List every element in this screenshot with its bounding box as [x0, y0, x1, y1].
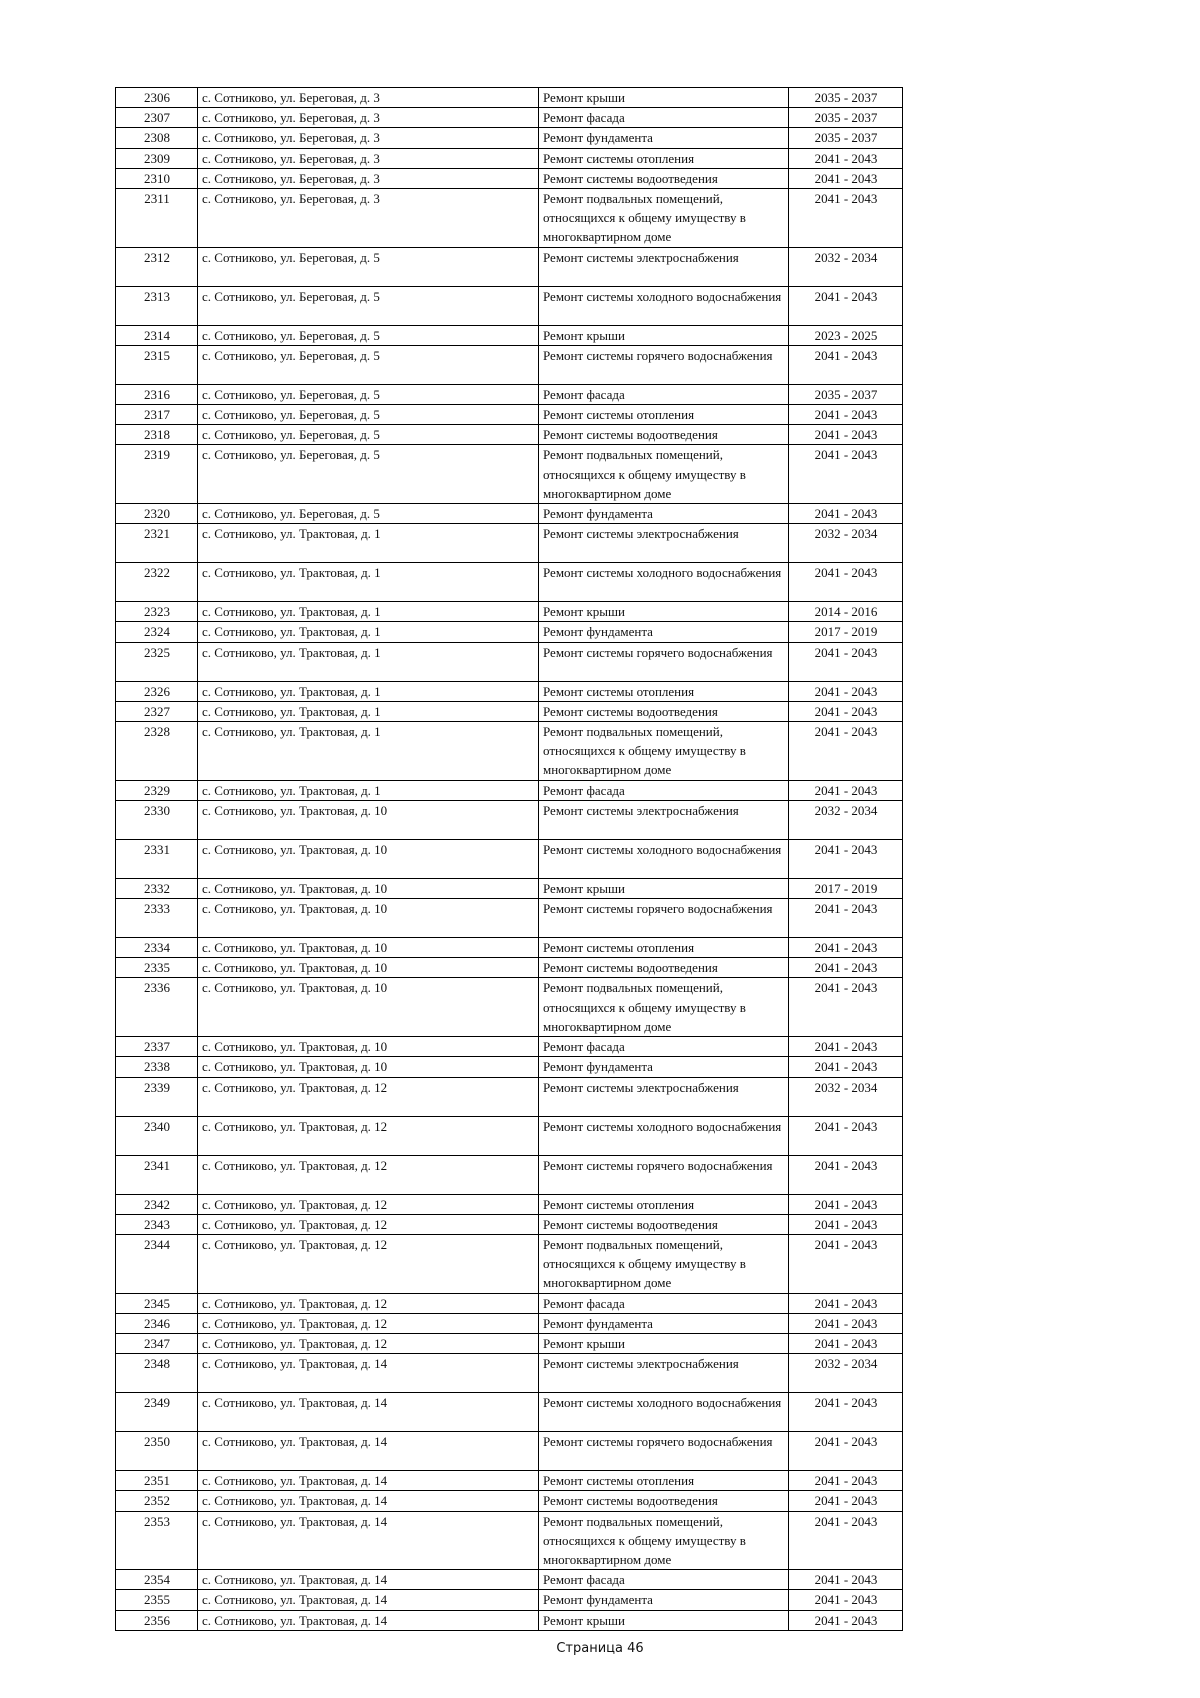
row-number-cell: 2342: [116, 1194, 198, 1214]
work-type-cell: Ремонт фундамента: [539, 1590, 789, 1610]
address-cell: с. Сотниково, ул. Береговая, д. 5: [198, 247, 539, 286]
address-cell: с. Сотниково, ул. Трактовая, д. 14: [198, 1432, 539, 1471]
row-number-cell: 2327: [116, 701, 198, 721]
work-type-cell: Ремонт подвальных помещений, относящихся к общему имуществу в многоквартирном доме: [539, 189, 789, 248]
address-cell: с. Сотниково, ул. Трактовая, д. 14: [198, 1590, 539, 1610]
period-cell: 2041 - 2043: [789, 1491, 903, 1511]
row-number-cell: 2307: [116, 108, 198, 128]
table-row: [116, 504, 903, 524]
period-cell: 2041 - 2043: [789, 1471, 903, 1491]
work-type-cell: Ремонт системы горячего водоснабжения: [539, 1155, 789, 1194]
period-cell: 2041 - 2043: [789, 642, 903, 681]
address-cell: с. Сотниково, ул. Трактовая, д. 10: [198, 938, 539, 958]
period-cell: 2041 - 2043: [789, 1293, 903, 1313]
table-row: [116, 1511, 903, 1570]
period-cell: 2017 - 2019: [789, 878, 903, 898]
work-type-cell: Ремонт системы горячего водоснабжения: [539, 642, 789, 681]
work-type-cell: Ремонт фасада: [539, 780, 789, 800]
row-number-cell: 2341: [116, 1155, 198, 1194]
table-row: [116, 189, 903, 248]
table-row: [116, 958, 903, 978]
address-cell: с. Сотниково, ул. Береговая, д. 5: [198, 504, 539, 524]
row-number-cell: 2319: [116, 445, 198, 504]
address-cell: с. Сотниково, ул. Береговая, д. 5: [198, 325, 539, 345]
period-cell: 2041 - 2043: [789, 681, 903, 701]
row-number-cell: 2318: [116, 425, 198, 445]
address-cell: с. Сотниково, ул. Береговая, д. 5: [198, 286, 539, 325]
row-number-cell: 2337: [116, 1037, 198, 1057]
page-number: Страница 46: [556, 1641, 644, 1656]
work-type-cell: Ремонт фундамента: [539, 1057, 789, 1077]
row-number-cell: 2350: [116, 1432, 198, 1471]
address-cell: с. Сотниково, ул. Трактовая, д. 12: [198, 1155, 539, 1194]
table-row: [116, 622, 903, 642]
work-type-cell: Ремонт системы водоотведения: [539, 168, 789, 188]
address-cell: с. Сотниково, ул. Береговая, д. 5: [198, 425, 539, 445]
table-row: [116, 1057, 903, 1077]
address-cell: с. Сотниково, ул. Береговая, д. 3: [198, 148, 539, 168]
period-cell: 2032 - 2034: [789, 247, 903, 286]
row-number-cell: 2326: [116, 681, 198, 701]
table-row: [116, 405, 903, 425]
work-type-cell: Ремонт системы водоотведения: [539, 1491, 789, 1511]
period-cell: 2032 - 2034: [789, 1077, 903, 1116]
work-type-cell: Ремонт крыши: [539, 1333, 789, 1353]
period-cell: 2041 - 2043: [789, 168, 903, 188]
row-number-cell: 2331: [116, 839, 198, 878]
period-cell: 2041 - 2043: [789, 189, 903, 248]
work-type-cell: Ремонт подвальных помещений, относящихся к общему имуществу в многоквартирном доме: [539, 978, 789, 1037]
period-cell: 2032 - 2034: [789, 524, 903, 563]
address-cell: с. Сотниково, ул. Береговая, д. 3: [198, 168, 539, 188]
period-cell: 2032 - 2034: [789, 800, 903, 839]
period-cell: 2041 - 2043: [789, 1570, 903, 1590]
address-cell: с. Сотниково, ул. Трактовая, д. 10: [198, 958, 539, 978]
address-cell: с. Сотниково, ул. Трактовая, д. 14: [198, 1491, 539, 1511]
address-cell: с. Сотниково, ул. Береговая, д. 3: [198, 108, 539, 128]
address-cell: с. Сотниково, ул. Трактовая, д. 1: [198, 681, 539, 701]
row-number-cell: 2347: [116, 1333, 198, 1353]
period-cell: 2041 - 2043: [789, 701, 903, 721]
work-type-cell: Ремонт системы отопления: [539, 148, 789, 168]
table-row: [116, 780, 903, 800]
period-cell: 2041 - 2043: [789, 1313, 903, 1333]
row-number-cell: 2328: [116, 722, 198, 781]
row-number-cell: 2343: [116, 1214, 198, 1234]
period-cell: 2041 - 2043: [789, 722, 903, 781]
period-cell: 2041 - 2043: [789, 1333, 903, 1353]
row-number-cell: 2340: [116, 1116, 198, 1155]
address-cell: с. Сотниково, ул. Трактовая, д. 1: [198, 722, 539, 781]
table-body: [116, 88, 903, 1631]
period-cell: 2041 - 2043: [789, 148, 903, 168]
work-type-cell: Ремонт подвальных помещений, относящихся к общему имуществу в многоквартирном доме: [539, 445, 789, 504]
work-type-cell: Ремонт фасада: [539, 1037, 789, 1057]
work-type-cell: Ремонт системы водоотведения: [539, 958, 789, 978]
row-number-cell: 2311: [116, 189, 198, 248]
row-number-cell: 2321: [116, 524, 198, 563]
work-type-cell: Ремонт системы холодного водоснабжения: [539, 839, 789, 878]
address-cell: с. Сотниково, ул. Береговая, д. 3: [198, 128, 539, 148]
address-cell: с. Сотниково, ул. Трактовая, д. 10: [198, 800, 539, 839]
address-cell: с. Сотниково, ул. Трактовая, д. 1: [198, 701, 539, 721]
period-cell: 2041 - 2043: [789, 839, 903, 878]
work-type-cell: Ремонт системы электроснабжения: [539, 1354, 789, 1393]
work-type-cell: Ремонт фундамента: [539, 1313, 789, 1333]
row-number-cell: 2348: [116, 1354, 198, 1393]
period-cell: 2035 - 2037: [789, 128, 903, 148]
period-cell: 2041 - 2043: [789, 1155, 903, 1194]
table-row: [116, 128, 903, 148]
table-row: [116, 247, 903, 286]
work-type-cell: Ремонт фасада: [539, 1570, 789, 1590]
row-number-cell: 2338: [116, 1057, 198, 1077]
work-type-cell: Ремонт системы водоотведения: [539, 1214, 789, 1234]
period-cell: 2041 - 2043: [789, 938, 903, 958]
table-row: [116, 345, 903, 384]
row-number-cell: 2345: [116, 1293, 198, 1313]
table-row: [116, 1333, 903, 1353]
table-row: [116, 148, 903, 168]
work-type-cell: Ремонт фасада: [539, 108, 789, 128]
row-number-cell: 2352: [116, 1491, 198, 1511]
table-row: [116, 1432, 903, 1471]
row-number-cell: 2334: [116, 938, 198, 958]
work-type-cell: Ремонт системы холодного водоснабжения: [539, 563, 789, 602]
address-cell: с. Сотниково, ул. Трактовая, д. 12: [198, 1293, 539, 1313]
address-cell: с. Сотниково, ул. Береговая, д. 5: [198, 405, 539, 425]
table-row: [116, 1116, 903, 1155]
table-row: [116, 899, 903, 938]
period-cell: 2041 - 2043: [789, 978, 903, 1037]
row-number-cell: 2346: [116, 1313, 198, 1333]
row-number-cell: 2351: [116, 1471, 198, 1491]
work-type-cell: Ремонт фасада: [539, 384, 789, 404]
table-row: [116, 722, 903, 781]
table-row: [116, 978, 903, 1037]
row-number-cell: 2332: [116, 878, 198, 898]
work-type-cell: Ремонт системы электроснабжения: [539, 1077, 789, 1116]
work-type-cell: Ремонт системы отопления: [539, 405, 789, 425]
row-number-cell: 2324: [116, 622, 198, 642]
address-cell: с. Сотниково, ул. Береговая, д. 5: [198, 445, 539, 504]
table-row: [116, 1471, 903, 1491]
work-type-cell: Ремонт системы холодного водоснабжения: [539, 1393, 789, 1432]
period-cell: 2014 - 2016: [789, 602, 903, 622]
work-type-cell: Ремонт крыши: [539, 878, 789, 898]
address-cell: с. Сотниково, ул. Трактовая, д. 14: [198, 1471, 539, 1491]
row-number-cell: 2349: [116, 1393, 198, 1432]
table-row: [116, 1214, 903, 1234]
address-cell: с. Сотниково, ул. Трактовая, д. 10: [198, 1037, 539, 1057]
work-type-cell: Ремонт крыши: [539, 325, 789, 345]
period-cell: 2032 - 2034: [789, 1354, 903, 1393]
address-cell: с. Сотниково, ул. Трактовая, д. 1: [198, 622, 539, 642]
work-type-cell: Ремонт системы электроснабжения: [539, 800, 789, 839]
table-row: [116, 602, 903, 622]
period-cell: 2041 - 2043: [789, 345, 903, 384]
address-cell: с. Сотниково, ул. Трактовая, д. 1: [198, 524, 539, 563]
period-cell: 2041 - 2043: [789, 1194, 903, 1214]
address-cell: с. Сотниково, ул. Трактовая, д. 14: [198, 1511, 539, 1570]
row-number-cell: 2344: [116, 1234, 198, 1293]
work-type-cell: Ремонт фундамента: [539, 128, 789, 148]
row-number-cell: 2329: [116, 780, 198, 800]
address-cell: с. Сотниково, ул. Трактовая, д. 10: [198, 1057, 539, 1077]
row-number-cell: 2353: [116, 1511, 198, 1570]
row-number-cell: 2309: [116, 148, 198, 168]
table-row: [116, 108, 903, 128]
address-cell: с. Сотниково, ул. Трактовая, д. 12: [198, 1077, 539, 1116]
period-cell: 2041 - 2043: [789, 1234, 903, 1293]
address-cell: с. Сотниково, ул. Трактовая, д. 14: [198, 1393, 539, 1432]
table-row: [116, 800, 903, 839]
table-row: [116, 681, 903, 701]
table-row: [116, 1234, 903, 1293]
work-type-cell: Ремонт фундамента: [539, 622, 789, 642]
period-cell: 2041 - 2043: [789, 1214, 903, 1234]
repair-schedule-table: [115, 87, 903, 1631]
row-number-cell: 2325: [116, 642, 198, 681]
table-row: [116, 168, 903, 188]
address-cell: с. Сотниково, ул. Береговая, д. 3: [198, 88, 539, 108]
table-row: [116, 1037, 903, 1057]
period-cell: 2041 - 2043: [789, 1610, 903, 1630]
period-cell: 2041 - 2043: [789, 899, 903, 938]
table-row: [116, 286, 903, 325]
table-row: [116, 839, 903, 878]
row-number-cell: 2320: [116, 504, 198, 524]
address-cell: с. Сотниково, ул. Трактовая, д. 14: [198, 1570, 539, 1590]
table-row: [116, 878, 903, 898]
table-row: [116, 384, 903, 404]
work-type-cell: Ремонт системы отопления: [539, 1471, 789, 1491]
row-number-cell: 2323: [116, 602, 198, 622]
work-type-cell: Ремонт системы холодного водоснабжения: [539, 286, 789, 325]
period-cell: 2023 - 2025: [789, 325, 903, 345]
work-type-cell: Ремонт крыши: [539, 1610, 789, 1630]
period-cell: 2041 - 2043: [789, 445, 903, 504]
row-number-cell: 2313: [116, 286, 198, 325]
table-row: [116, 1313, 903, 1333]
address-cell: с. Сотниково, ул. Трактовая, д. 12: [198, 1116, 539, 1155]
period-cell: 2041 - 2043: [789, 405, 903, 425]
row-number-cell: 2314: [116, 325, 198, 345]
address-cell: с. Сотниково, ул. Береговая, д. 5: [198, 384, 539, 404]
row-number-cell: 2306: [116, 88, 198, 108]
row-number-cell: 2335: [116, 958, 198, 978]
table-row: [116, 1194, 903, 1214]
table-row: [116, 938, 903, 958]
address-cell: с. Сотниково, ул. Трактовая, д. 14: [198, 1354, 539, 1393]
work-type-cell: Ремонт подвальных помещений, относящихся к общему имуществу в многоквартирном доме: [539, 1511, 789, 1570]
address-cell: с. Сотниково, ул. Трактовая, д. 12: [198, 1194, 539, 1214]
table-row: [116, 1393, 903, 1432]
row-number-cell: 2316: [116, 384, 198, 404]
work-type-cell: Ремонт подвальных помещений, относящихся к общему имуществу в многоквартирном доме: [539, 722, 789, 781]
period-cell: 2035 - 2037: [789, 384, 903, 404]
period-cell: 2041 - 2043: [789, 1511, 903, 1570]
table-row: [116, 1354, 903, 1393]
table-row: [116, 1155, 903, 1194]
table-row: [116, 642, 903, 681]
period-cell: 2041 - 2043: [789, 958, 903, 978]
table-row: [116, 1610, 903, 1630]
row-number-cell: 2317: [116, 405, 198, 425]
work-type-cell: Ремонт системы отопления: [539, 681, 789, 701]
work-type-cell: Ремонт системы горячего водоснабжения: [539, 345, 789, 384]
row-number-cell: 2339: [116, 1077, 198, 1116]
work-type-cell: Ремонт системы горячего водоснабжения: [539, 1432, 789, 1471]
address-cell: с. Сотниково, ул. Трактовая, д. 12: [198, 1234, 539, 1293]
work-type-cell: Ремонт фасада: [539, 1293, 789, 1313]
work-type-cell: Ремонт подвальных помещений, относящихся к общему имуществу в многоквартирном доме: [539, 1234, 789, 1293]
address-cell: с. Сотниково, ул. Трактовая, д. 12: [198, 1214, 539, 1234]
row-number-cell: 2356: [116, 1610, 198, 1630]
address-cell: с. Сотниково, ул. Трактовая, д. 12: [198, 1313, 539, 1333]
address-cell: с. Сотниково, ул. Трактовая, д. 12: [198, 1333, 539, 1353]
period-cell: 2041 - 2043: [789, 780, 903, 800]
row-number-cell: 2312: [116, 247, 198, 286]
period-cell: 2041 - 2043: [789, 425, 903, 445]
table-row: [116, 563, 903, 602]
address-cell: с. Сотниково, ул. Трактовая, д. 1: [198, 780, 539, 800]
period-cell: 2041 - 2043: [789, 1590, 903, 1610]
period-cell: 2041 - 2043: [789, 1432, 903, 1471]
table-row: [116, 1293, 903, 1313]
table-row: [116, 445, 903, 504]
address-cell: с. Сотниково, ул. Береговая, д. 3: [198, 189, 539, 248]
address-cell: с. Сотниково, ул. Трактовая, д. 1: [198, 642, 539, 681]
table-row: [116, 1077, 903, 1116]
period-cell: 2017 - 2019: [789, 622, 903, 642]
row-number-cell: 2336: [116, 978, 198, 1037]
period-cell: 2041 - 2043: [789, 563, 903, 602]
table-row: [116, 1570, 903, 1590]
table-row: [116, 524, 903, 563]
work-type-cell: Ремонт системы отопления: [539, 1194, 789, 1214]
address-cell: с. Сотниково, ул. Трактовая, д. 10: [198, 839, 539, 878]
address-cell: с. Сотниково, ул. Трактовая, д. 1: [198, 563, 539, 602]
table-row: [116, 701, 903, 721]
row-number-cell: 2322: [116, 563, 198, 602]
period-cell: 2035 - 2037: [789, 108, 903, 128]
period-cell: 2041 - 2043: [789, 286, 903, 325]
work-type-cell: Ремонт системы электроснабжения: [539, 524, 789, 563]
work-type-cell: Ремонт фундамента: [539, 504, 789, 524]
row-number-cell: 2333: [116, 899, 198, 938]
period-cell: 2041 - 2043: [789, 1393, 903, 1432]
period-cell: 2041 - 2043: [789, 1057, 903, 1077]
address-cell: с. Сотниково, ул. Трактовая, д. 1: [198, 602, 539, 622]
work-type-cell: Ремонт системы горячего водоснабжения: [539, 899, 789, 938]
work-type-cell: Ремонт системы электроснабжения: [539, 247, 789, 286]
period-cell: 2041 - 2043: [789, 1037, 903, 1057]
table-row: [116, 325, 903, 345]
address-cell: с. Сотниково, ул. Трактовая, д. 10: [198, 978, 539, 1037]
row-number-cell: 2308: [116, 128, 198, 148]
row-number-cell: 2315: [116, 345, 198, 384]
period-cell: 2041 - 2043: [789, 504, 903, 524]
address-cell: с. Сотниково, ул. Трактовая, д. 14: [198, 1610, 539, 1630]
work-type-cell: Ремонт крыши: [539, 88, 789, 108]
row-number-cell: 2310: [116, 168, 198, 188]
row-number-cell: 2354: [116, 1570, 198, 1590]
row-number-cell: 2355: [116, 1590, 198, 1610]
work-type-cell: Ремонт системы отопления: [539, 938, 789, 958]
work-type-cell: Ремонт крыши: [539, 602, 789, 622]
work-type-cell: Ремонт системы холодного водоснабжения: [539, 1116, 789, 1155]
work-type-cell: Ремонт системы водоотведения: [539, 425, 789, 445]
address-cell: с. Сотниково, ул. Трактовая, д. 10: [198, 899, 539, 938]
table-row: [116, 1491, 903, 1511]
table-row: [116, 88, 903, 108]
table-row: [116, 425, 903, 445]
address-cell: с. Сотниково, ул. Трактовая, д. 10: [198, 878, 539, 898]
address-cell: с. Сотниково, ул. Береговая, д. 5: [198, 345, 539, 384]
work-type-cell: Ремонт системы водоотведения: [539, 701, 789, 721]
period-cell: 2035 - 2037: [789, 88, 903, 108]
row-number-cell: 2330: [116, 800, 198, 839]
period-cell: 2041 - 2043: [789, 1116, 903, 1155]
table-row: [116, 1590, 903, 1610]
